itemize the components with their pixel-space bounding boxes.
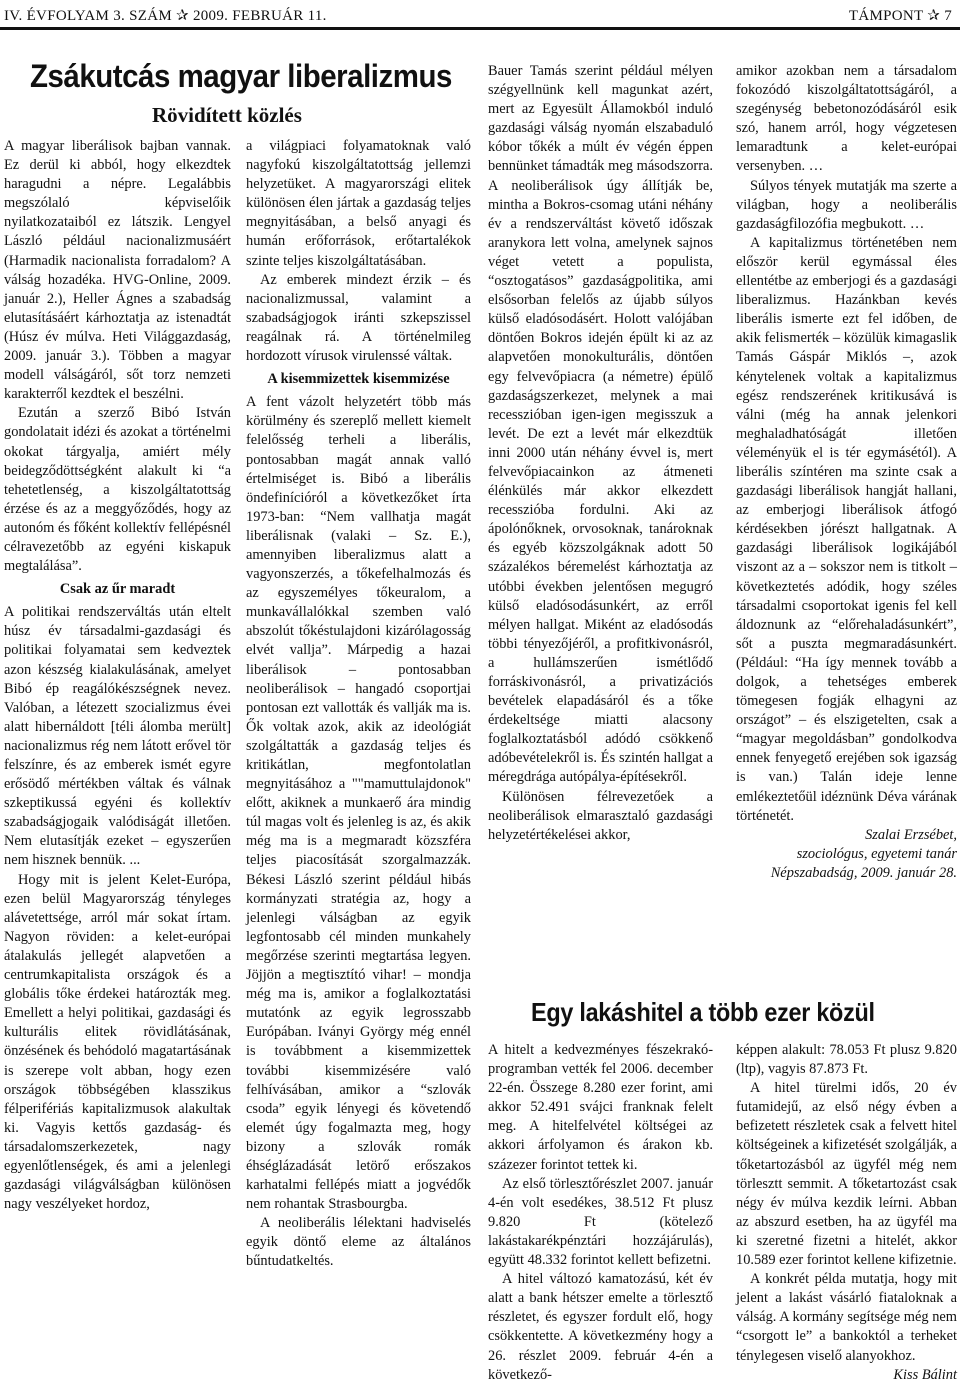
article-column-4 xyxy=(736,62,957,883)
section-heading: Csak az űr maradt xyxy=(59,581,176,598)
paragraph: amikor azokban nem a társadalom fokozódó kiszolgáltatottságáról, a szegénység bebetonozódásáról esik szó, hanem arról, hogy végzetesen lemaradtunk a kelet-európai versenyben. … xyxy=(736,63,957,175)
article2-title: Egy lakáshitel a több ezer közül xyxy=(531,997,875,1027)
paragraph: A hitelt a kedvezményes fészekrakó-programban vették fel 2006. december 22-én. Összege 8.280 ezer forint, ami akkor 52.491 svájci franknak felelt meg. A hitelfelvétel költségei az akkori árfolyamon és árakon kb. százezer forintot tettek ki. xyxy=(488,1042,713,1173)
paragraph: A hitel változó kamatozású, két év alatt a bank hétszer emelte a törlesztő részletet, és egyszer fordult elő, hogy csökkentette. A következmény hogy a 26. részlet 2009. február 4-én a következő- xyxy=(488,1271,713,1383)
paragraph: A politikai rendszerváltás után eltelt húsz év társadalmi-gazdasági és politikai folyamatai sem kedveztek azon készség kialakulásának, amelyet Bibó ép reagálókészségnek nevez. Valóban, a létezett szocializmus évei alatt hibernáldott [téli álomba merült] nacionalizmus rég nem látott erővel tör felszínre, és az emberek ismét egyre erősödő mértékben váltak és válnak szkeptikussá egyéni és kollektív szabadságjogaik valódiságát illetően. Nem elutasítják ezeket – egyszerűen nem hisznek bennük. ... xyxy=(4,604,231,869)
paragraph: Bauer Tamás szerint például mélyen szégyellnünk kell magunkat azért, mert az Egyesült Államokból induló gazdasági válság nyomán elszabaduló kóbor tőkék a múlt év végén éppen bennünket támadták meg másodszorra. A neoliberálisok úgy állítják be, mintha a Bokros-csomag utáni néhány év a rendszerváltást követő időszak aranykora lett volna, amelynek sajnos véget vetett a populista, “osztogatásos” gazdaságpolitika, ami elsősorban felelős az újabb súlyos külső eladósodásért. Holott valójában döntően Bokros idején épült ki az az alapvetően monokulturális, döntően egy felvevőpiacra (a németre) épülő gazdaságszerkezet, melynek a mai recesszióban igen-igen megisszuk a levét. De ezt a levét már elkezdtük inni 2000 után néhány évvel is, mert felvevőpiacainkon az átmeneti élénkülés már akkor elkezdett recesszióba fordulni. Aki az ápolónőknek, orvosoknak, tanároknak és egyéb közszolgáknak adott 50 százalékos béremelést kárhoztatja az utóbbi években jelentősen megugró külső eladósodásunkért, az erről mélyen hallgat. Miként az eladósodás többi tényezőjéről, a profitkivonásról, a hullámszerűen ismétlődő forráskivonásról, a privatizációs bevételek elapadásáról és a tőke érdekeltsége miatti alacsony foglalkoztatásból adódó csökkenő adóbevételekről is. És szintén hallgat a méregdrága autópálya-építésekről. xyxy=(488,63,713,786)
source-citation: Népszabadság, 2009. január 28. xyxy=(770,864,957,881)
author-signature: Kiss Bálint xyxy=(893,1366,957,1383)
article-column-1 xyxy=(4,137,231,1214)
article-column-3 xyxy=(488,62,713,845)
paragraph: a világpiaci folyamatoknak való nagyfokú kiszolgáltatottság jellemzi helyzetüket. A magyarországi elitek különösen élen jártak a gazdaság teljes megnyitásában, a belső anyagi és humán erőforrások, erőtartalékok szinte teljes kiszolgáltatásában. xyxy=(246,138,471,269)
article-column-2 xyxy=(246,137,471,1272)
paragraph: Ezután a szerző Bibó István gondolatait idézi és azokat a történelmi okokat tárgyalja, amiért mély beidegződöttségként alakult ki “a tehetetlenség, a kiszolgáltatottság érzése és az a meggyőződés, hogy az autonóm és főként kollektív fellépésnél célravezetőbb az egyéni kiskapuk megtalálása”. xyxy=(4,405,231,575)
article2-column-1 xyxy=(488,1041,713,1385)
article-subtitle: Rövidített közlés xyxy=(152,103,302,127)
article-title: Zsákutcás magyar liberalizmus xyxy=(30,58,452,94)
paragraph: A kapitalizmus történetében nem először kerül egymással éles ellentétbe az emberjogi és a gazdasági liberalizmus. Hazánkban kevés liberális ismerte ezt fel időben, de akik felismerték – közülük kimagaslik Tamás Gáspár Miklós –, azok kénytelenek voltak a kapitalizmus egész rendszerének kritikusává is válni (még ha annak jelenkori meghaladhatóságát illetően véleményük el is tér egymásétól). A liberális színtéren ma szinte csak a gazdasági liberálisok hangját hallani, az emberjogi liberálisok átfogó kérdésekben jórészt hallgatnak. A gazdasági liberálisok logikájából viszont az a – sokszor nem is titkolt – következtetés adódik, hogy széles társadalmi csoportokat igenis fel kell áldoznunk az “előrehaladásunkért”, sőt a puszta megmaradásunkért. (Például: “Ha így mennek tovább a dolgok, a tehetséges emberek tömegesen fogják elhagyni az országot” – és elszigetelten, csak a “magyar megoldásban” gondolkodva ennek fenyegető erejében sok igazság is van.) Talán ideje lenne emlékeztetőül idéznünk Déva várának történetét. xyxy=(736,234,957,824)
running-head-right: TÁMPONT ✰ 7 xyxy=(848,8,952,24)
paragraph: Súlyos tények mutatják ma szerte a világban, hogy a neoliberális gazdaságfilozófia megbukott. … xyxy=(736,177,957,232)
author-title: szociológus, egyetemi tanár xyxy=(796,845,957,862)
running-head xyxy=(4,4,952,28)
paragraph: Hogy mit is jelent Kelet-Európa, ezen belül Magyarország tényleges alávetettsége, arról már sokat írtam. Nagyon röviden: a kelet-európai átalakulás jellegét alapvetően a centrumkapitalista országok és a globális tőke érdekei határozták meg. Emellett a helyi politikai, gazdasági és kulturális elitek rövidlátásának, önzésének és behódoló magatartásának is szerepe volt abban, hogy ezen országok többségében klasszikus félperifériás kapitalizmusok alakultak ki. Vagyis kettős gazdaság- és társadalomszerkezetek, nagy egyenlőtlenségek, és ami a jelenlegi gazdasági világválságban különösen nagy veszélyeket hordoz, xyxy=(4,871,231,1213)
paragraph: Az első törlesztőrészlet 2007. január 4-én volt esedékes, 38.512 Ft plusz 9.820 Ft (kötelező lakástakarékpénztári hozzájárulás), együtt 48.332 forintot kellett befizetni. xyxy=(488,1175,713,1269)
paragraph: A konkrét példa mutatja, hogy mit jelent a lakást vásárló fiataloknak a válság. A kormány segítsége még nem “csorgott le” a bankoktól a terheket ténylegesen viselő alanyokhoz. xyxy=(736,1271,957,1364)
paragraph: képpen alakult: 78.053 Ft plusz 9.820 (ltp), vagyis 87.873 Ft. xyxy=(736,1042,957,1078)
paragraph: Különösen félrevezetőek a neoliberálisok elmarasztaló gazdasági helyzetértékelései akkor, xyxy=(488,788,713,843)
paragraph: A hitel türelmi idős, 20 év futamidejű, az első négy évben a befizetett részletek csak a felvett hitel költségeinek a kifizetését szolgálják, a tőketartozásból az ügyfél még nem törlesztt semmit. A tőketartozást csak négy év múlva kezdik leírni. Abban az abszurd esetben, ha az ügyfél ma ki szeretné fizetni a hitelét, akkor 10.589 ezer forintot kellene kifizetnie. xyxy=(736,1080,957,1269)
article2-column-2 xyxy=(736,1041,957,1385)
paragraph: A neoliberális lélektani hadviselés egyik döntő eleme az általános bűntudatkeltés. xyxy=(246,1215,471,1270)
section-heading: A kisemmizettek kisemmizése xyxy=(267,371,450,388)
paragraph: Az emberek mindezt érzik – és nacionalizmussal, valamint a szabadságjogok iránti szkepszissel reagálnak rá. A történelmileg hordozott vírusok virulenssé váltak. xyxy=(246,271,471,365)
header-rule xyxy=(0,27,960,30)
author-name: Szalai Erzsébet, xyxy=(865,826,957,843)
author-signature xyxy=(736,826,957,883)
paragraph: A magyar liberálisok bajban vannak. Ez derül ki abból, hogy elkezdtek haragudni a népre. Legalábbis megszólaló képviselőik nyilatkozataiból ez látszik. Lengyel László például nacionalizmusáért (Harmadik nacionalista forradalom? A válság hozadéka. HVG-Online, 2009. január 2.), Heller Ágnes a szabadság elutasításáért kárhoztatja az istenadtát (Húsz év múlva. Heti Világgazdaság, 2009. január 3.). Többen a magyar modell válságáról, sőt torz nemzeti karakterről kezdtek el beszélni. xyxy=(4,138,231,403)
paragraph: A fent vázolt helyzetért több más körülmény és szereplő mellett kiemelt felelősség terheli a liberális, pontosabban magát annak valló értelmiséget is. Bibó a liberális öndefinícióról a következőket írta 1973-ban: “Nem vallhatja magát liberálisnak (valaki – Sz. E.), amennyiben liberalizmus alatt a vagyonszerzés, a tőkefelhalmozás és az egyszemélyes tőkeuralom, a munkavállalókkal szemben való abszolút tőkéstulajdoni kizárólagosság elvét vallja”. Márpedig a hazai liberálisok – pontosabban neoliberálisok – hangadó csoportjai pontosan ezt vallották és vallják ma is. Ők voltak azok, akik az ideológiát szolgáltatták a gazdaság teljes és kritikátlan, megfontolatlan megnyitásához a ""mamuttulajdonok" előtt, akiknek a munkaerő ára mindig túl magas volt és jelenleg is az, és akik még ma is a megmaradt közszféra teljes piacosítását szorgalmazzák. Békesi László szerint például hibás kormányzati stratégia az, hogy a jelenlegi válságban az egyik legfontosabb cél minden munkahely megőrzése szerinti megtartása legyen. Jöjjön a megtisztító vihar! – mondja még ma is, amikor a foglalkoztatási mutatónk az egyik legrosszabb Európában. Iványi György még ennél is továbbment a kisemmizettek további kisemmizésére való felhívásában, amikor a “szlovák csoda” egyik lényegi és követendő elemét úgy fogalmazta meg, hogy bizony a szlovák romák éhséglázadását letörő erőszakos karhatalmi fellépés miatt a jogvédők nem rohantak Strasbourgba. xyxy=(246,394,471,1213)
running-head-left: IV. ÉVFOLYAM 3. SZÁM ✰ 2009. FEBRUÁR 11. xyxy=(4,8,327,24)
